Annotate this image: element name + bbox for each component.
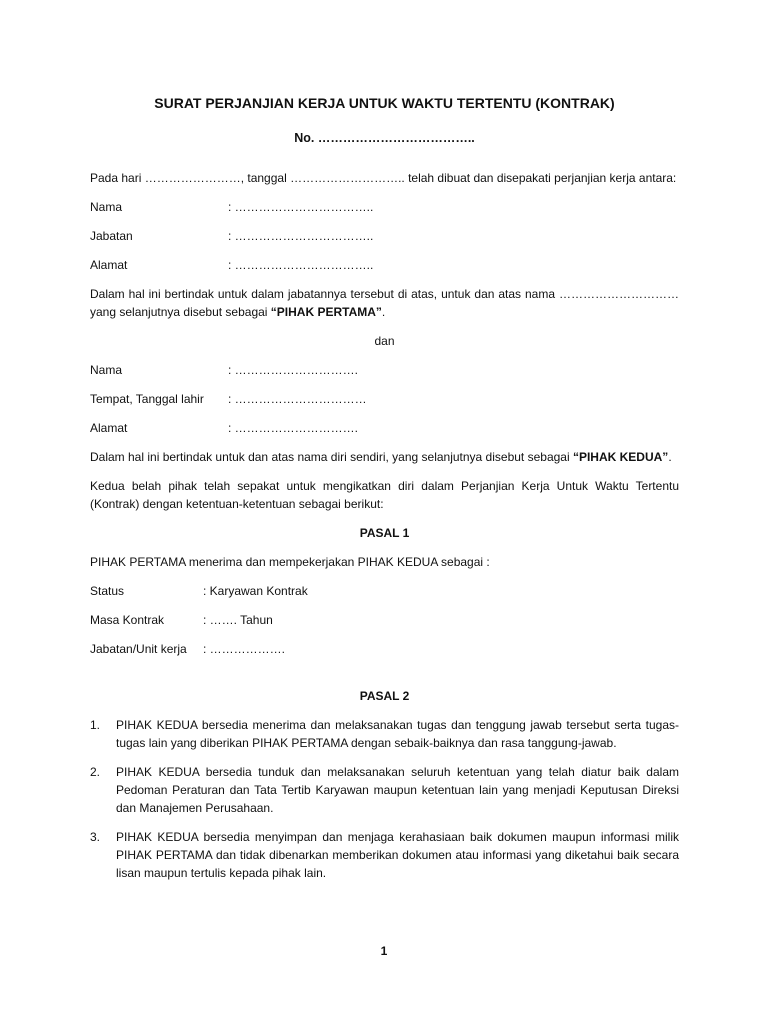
field-label: Masa Kontrak bbox=[90, 613, 165, 627]
clause-item bbox=[90, 716, 679, 752]
clause-number: 2. bbox=[90, 765, 101, 779]
document-body bbox=[90, 94, 679, 882]
first-party-field bbox=[90, 227, 679, 245]
opening-paragraph: Pada hari ……………………, tanggal ……………………….. telah dibuat dan disepakati perjanjian kerja antara: bbox=[90, 171, 677, 185]
second-party-designation: “PIHAK KEDUA” bbox=[572, 450, 669, 464]
field-label: Alamat bbox=[90, 421, 128, 435]
pasal-2-heading: PASAL 2 bbox=[359, 689, 410, 703]
clause-text: PIHAK KEDUA bersedia tunduk dan melaksanakan seluruh ketentuan yang telah diatur baik dalam Pedoman Peraturan dan Tata Tertib Karyawan maupun ketentuan lain yang menjadi Keputusan Direksi dan Manajemen Perusahaan. bbox=[116, 765, 679, 815]
first-party-paragraph bbox=[90, 285, 679, 321]
and-separator: dan bbox=[374, 334, 395, 348]
document-title: SURAT PERJANJIAN KERJA UNTUK WAKTU TERTENTU (KONTRAK) bbox=[154, 95, 615, 111]
second-party-field bbox=[90, 419, 679, 437]
field-label: Status bbox=[90, 584, 125, 598]
first-party-field bbox=[90, 256, 679, 274]
pasal-1-field bbox=[90, 582, 679, 600]
document-number: No. ……………………………….. bbox=[294, 131, 475, 145]
field-value: : …………………………… bbox=[228, 392, 367, 406]
pasal-1-fields bbox=[90, 582, 679, 658]
field-label: Nama bbox=[90, 363, 123, 377]
pasal-1-field bbox=[90, 640, 679, 658]
agreement-paragraph: Kedua belah pihak telah sepakat untuk mengikatkan diri dalam Perjanjian Kerja Untuk Waktu Tertentu (Kontrak) dengan ketentuan-ketentuan sebagai berikut: bbox=[90, 479, 679, 511]
page-number: 1 bbox=[380, 944, 388, 958]
second-party-field bbox=[90, 390, 679, 408]
field-value: : ……. Tahun bbox=[203, 613, 273, 627]
first-party-fields bbox=[90, 198, 679, 274]
clause-number: 3. bbox=[90, 830, 101, 844]
pasal-2-clauses bbox=[90, 716, 679, 882]
clause-number: 1. bbox=[90, 718, 101, 732]
first-party-field bbox=[90, 198, 679, 216]
field-value: : …………………………….. bbox=[228, 258, 374, 272]
field-label: Tempat, Tanggal lahir bbox=[90, 392, 204, 406]
second-party-field bbox=[90, 361, 679, 379]
field-value: : …………………………….. bbox=[228, 229, 374, 243]
pasal-1-intro: PIHAK PERTAMA menerima dan mempekerjakan PIHAK KEDUA sebagai : bbox=[90, 555, 490, 569]
field-label: Alamat bbox=[90, 258, 128, 272]
field-label: Jabatan/Unit kerja bbox=[90, 642, 187, 656]
clause-text: PIHAK KEDUA bersedia menyimpan dan menjaga kerahasiaan baik dokumen maupun informasi milik PIHAK PERTAMA dan tidak dibenarkan memberikan dokumen atau informasi yang diketahui baik secara lisan maupun tertulis kepada pihak lain. bbox=[116, 830, 679, 880]
second-party-fields bbox=[90, 361, 679, 437]
clause-item bbox=[90, 828, 679, 882]
field-value: : …………………………. bbox=[228, 363, 359, 377]
field-label: Nama bbox=[90, 200, 123, 214]
field-value: : …………………………….. bbox=[228, 200, 374, 214]
field-label: Jabatan bbox=[90, 229, 133, 243]
pasal-1-heading: PASAL 1 bbox=[359, 526, 410, 540]
field-value: : ………………. bbox=[203, 642, 286, 656]
pasal-1-field bbox=[90, 611, 679, 629]
second-party-text: Dalam hal ini bertindak untuk dan atas nama diri sendiri, yang selanjutnya disebut sebagai bbox=[90, 450, 573, 464]
first-party-designation: “PIHAK PERTAMA” bbox=[270, 305, 382, 319]
field-value: : Karyawan Kontrak bbox=[203, 584, 308, 598]
clause-item bbox=[90, 763, 679, 817]
first-party-text: Dalam hal ini bertindak untuk dalam jabatannya tersebut di atas, untuk dan atas nama ………………………… yang selanjutnya disebut sebagai bbox=[90, 287, 679, 319]
field-value: : …………………………. bbox=[228, 421, 359, 435]
second-party-paragraph bbox=[90, 448, 679, 466]
clause-text: PIHAK KEDUA bersedia menerima dan melaksanakan tugas dan tenggung jawab tersebut serta tugas-tugas lain yang diberikan PIHAK PERTAMA dengan sebaik-baiknya dan rasa tanggung-jawab. bbox=[116, 718, 679, 750]
second-party-text-end: . bbox=[668, 450, 672, 464]
first-party-text-end: . bbox=[381, 305, 386, 319]
